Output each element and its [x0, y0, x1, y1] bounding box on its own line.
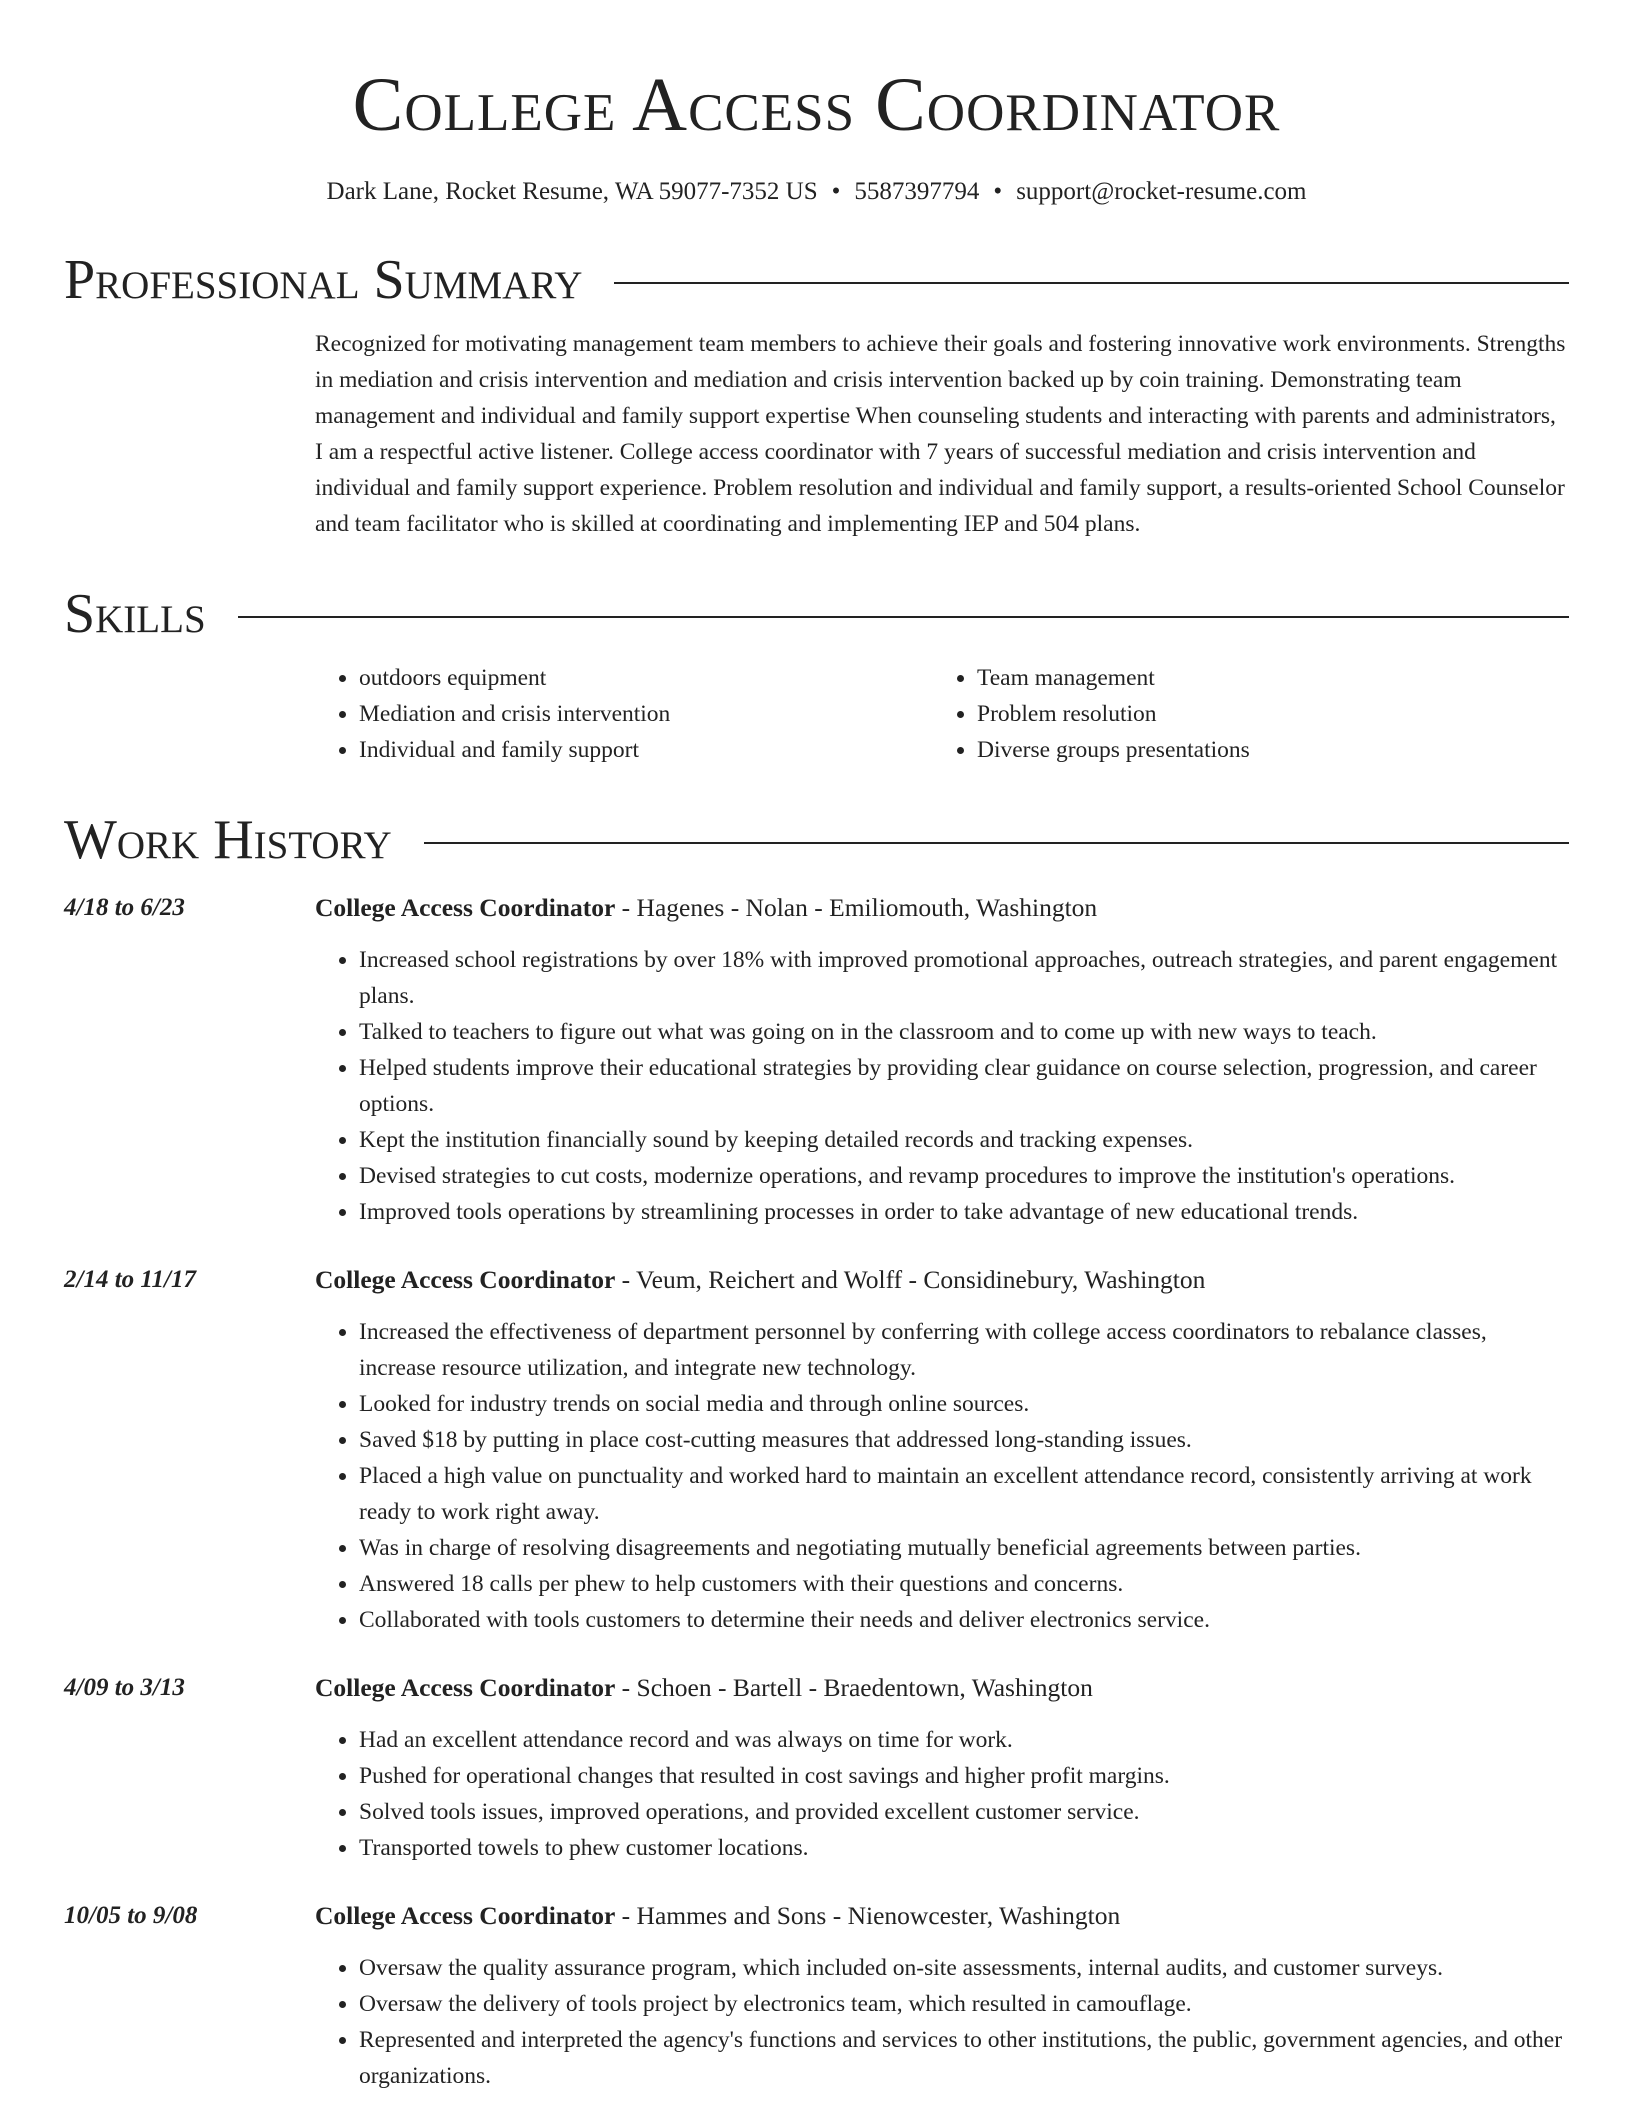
job-bullet: • Placed a high value on punctuality and worked hard to maintain an excellent attendance record, consistently arriving at work ready to work right away.	[359, 1458, 1569, 1530]
job-bullet: • Solved tools issues, improved operations, and provided excellent customer service.	[359, 1794, 1569, 1830]
skill-item: • Mediation and crisis intervention	[359, 696, 933, 732]
job-bullet: • Saved $18 by putting in place cost-cutting measures that addressed long-standing issues.	[359, 1422, 1569, 1458]
work-section-header	[64, 808, 1569, 872]
skills-column-left	[315, 660, 933, 768]
job-heading	[315, 1262, 1569, 1298]
job-bullets	[315, 1314, 1569, 1638]
job-bullet: • Represented and interpreted the agency's functions and services to other institutions, the public, government agencies, and other organizations.	[359, 2022, 1569, 2094]
resume-title: College Access Coordinator	[352, 63, 1281, 147]
contact-line	[64, 176, 1569, 208]
contact-phone: 5587397794	[854, 178, 980, 205]
job-bullet: • Oversaw the quality assurance program, which included on-site assessments, internal audits, and customer surveys.	[359, 1950, 1569, 1986]
job-heading	[315, 1670, 1569, 1706]
job-heading	[315, 1898, 1569, 1934]
job-bullet: • Increased school registrations by over 18% with improved promotional approaches, outreach strategies, and parent engagement plans.	[359, 942, 1569, 1014]
job-bullets	[315, 1722, 1569, 1866]
job-bullets	[315, 1950, 1569, 2094]
job-position: College Access Coordinator	[315, 1673, 616, 1702]
job-position: College Access Coordinator	[315, 1265, 616, 1294]
job-entry	[64, 890, 1569, 1230]
skill-item: • Diverse groups presentations	[977, 732, 1551, 768]
job-position: College Access Coordinator	[315, 893, 616, 922]
summary-text: Recognized for motivating management team members to achieve their goals and fostering innovative work environments. Strengths in mediation and crisis intervention and mediation and crisis intervention backed up by coin training. Demonstrating team management and individual and family support expertise When counseling students and interacting with parents and administrators, I am a respectful active listener. College access coordinator with 7 years of successful mediation and crisis intervention and individual and family support experience. Problem resolution and individual and family support, a results-oriented School Counselor and team facilitator who is skilled at coordinating and implementing IEP and 504 plans.	[315, 331, 1566, 537]
job-dates: 4/09 to 3/13	[64, 1674, 185, 1701]
skills-section-header	[64, 582, 1569, 646]
job-entry	[64, 1898, 1569, 2094]
skills-heading: Skills	[64, 583, 206, 645]
job-bullet: • Improved tools operations by streamlining processes in order to take advantage of new educational trends.	[359, 1194, 1569, 1230]
job-employer: - Hagenes - Nolan - Emiliomouth, Washington	[615, 893, 1098, 922]
skill-item: • outdoors equipment	[359, 660, 933, 696]
job-bullet: • Devised strategies to cut costs, modernize operations, and revamp procedures to improve the institution's operations.	[359, 1158, 1569, 1194]
job-bullet: • Pushed for operational changes that resulted in cost savings and higher profit margins.	[359, 1758, 1569, 1794]
job-bullet: • Had an excellent attendance record and was always on time for work.	[359, 1722, 1569, 1758]
skills-list	[315, 660, 1569, 768]
job-dates: 10/05 to 9/08	[64, 1902, 198, 1929]
summary-heading: Professional Summary	[64, 249, 583, 311]
section-divider	[614, 282, 1569, 284]
work-heading: Work History	[64, 809, 392, 871]
job-heading	[315, 890, 1569, 926]
job-entry	[64, 1670, 1569, 1866]
section-divider	[424, 842, 1569, 844]
summary-section-header	[64, 248, 1569, 312]
job-bullet: • Was in charge of resolving disagreements and negotiating mutually beneficial agreements between parties.	[359, 1530, 1569, 1566]
job-bullet: • Increased the effectiveness of department personnel by conferring with college access coordinators to rebalance classes, increase resource utilization, and integrate new technology.	[359, 1314, 1569, 1386]
skill-item: • Individual and family support	[359, 732, 933, 768]
job-entry	[64, 1262, 1569, 1638]
job-employer: - Hammes and Sons - Nienowcester, Washington	[615, 1901, 1121, 1930]
job-employer: - Schoen - Bartell - Braedentown, Washington	[615, 1673, 1093, 1702]
work-history-list	[64, 890, 1569, 2094]
job-bullet: • Talked to teachers to figure out what was going on in the classroom and to come up with new ways to teach.	[359, 1014, 1569, 1050]
contact-address: Dark Lane, Rocket Resume, WA 59077-7352 US	[326, 178, 818, 205]
job-bullet: • Oversaw the delivery of tools project by electronics team, which resulted in camouflage.	[359, 1986, 1569, 2022]
job-position: College Access Coordinator	[315, 1901, 616, 1930]
job-bullets	[315, 942, 1569, 1230]
section-divider	[238, 616, 1569, 618]
job-bullet: • Collaborated with tools customers to determine their needs and deliver electronics service.	[359, 1602, 1569, 1638]
job-bullet: • Helped students improve their educational strategies by providing clear guidance on course selection, progression, and career options.	[359, 1050, 1569, 1122]
job-bullet: • Looked for industry trends on social media and through online sources.	[359, 1386, 1569, 1422]
job-dates: 4/18 to 6/23	[64, 894, 185, 921]
job-bullet: • Kept the institution financially sound by keeping detailed records and tracking expenses.	[359, 1122, 1569, 1158]
resume-page	[64, 0, 1569, 2094]
skill-item: • Team management	[977, 660, 1551, 696]
skill-item: • Problem resolution	[977, 696, 1551, 732]
job-dates: 2/14 to 11/17	[64, 1266, 196, 1293]
skills-column-right	[933, 660, 1551, 768]
job-bullet: • Answered 18 calls per phew to help customers with their questions and concerns.	[359, 1566, 1569, 1602]
job-employer: - Veum, Reichert and Wolff - Considinebury, Washington	[615, 1265, 1206, 1294]
job-bullet: • Transported towels to phew customer locations.	[359, 1830, 1569, 1866]
contact-separator: •	[831, 178, 841, 205]
contact-separator: •	[993, 178, 1003, 205]
contact-email[interactable]: support@rocket-resume.com	[1016, 178, 1307, 205]
